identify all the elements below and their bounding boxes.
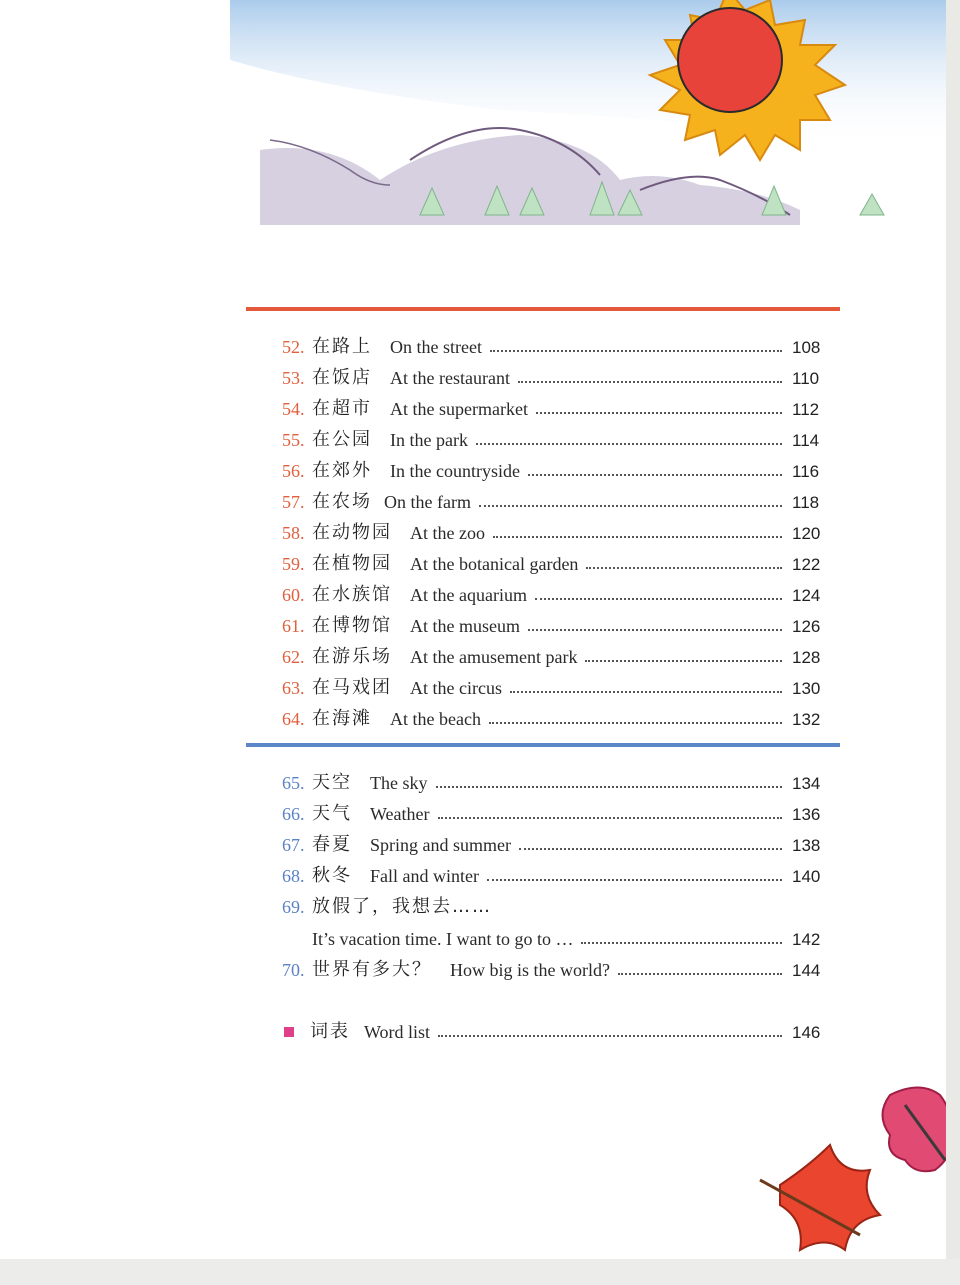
leader-dots bbox=[489, 722, 782, 724]
leader-dots bbox=[581, 942, 782, 944]
page-number: 114 bbox=[792, 431, 820, 450]
leader-dots bbox=[528, 474, 782, 476]
entry-title-cn: 在饭店 bbox=[312, 367, 372, 388]
page-number: 134 bbox=[792, 774, 821, 793]
page-number: 136 bbox=[792, 805, 821, 824]
page-number: 126 bbox=[792, 617, 821, 636]
leader-dots bbox=[436, 786, 783, 788]
entry-title-cn: 在农场 bbox=[312, 491, 372, 512]
entry-title-en: Word list bbox=[364, 1022, 431, 1042]
entry-number: 68. bbox=[282, 866, 305, 886]
entry-title-cn: 词表 bbox=[310, 1021, 350, 1042]
page-number: 110 bbox=[792, 369, 820, 388]
toc-entry[interactable] bbox=[282, 576, 822, 606]
entry-number: 66. bbox=[282, 804, 305, 824]
entry-title-en: At the beach bbox=[390, 709, 481, 729]
entry-title-cn: 在海滩 bbox=[312, 708, 372, 729]
toc-entry[interactable] bbox=[282, 857, 822, 887]
entry-number: 59. bbox=[282, 554, 305, 574]
page-number: 140 bbox=[792, 867, 821, 886]
page-number: 120 bbox=[792, 524, 821, 543]
entry-number: 64. bbox=[282, 709, 305, 729]
toc-entry[interactable] bbox=[282, 359, 822, 389]
entry-number: 54. bbox=[282, 399, 305, 419]
toc-entry-69-cn[interactable] bbox=[282, 888, 822, 918]
page-number: 124 bbox=[792, 586, 821, 605]
autumn-leaves-illustration bbox=[740, 1075, 960, 1285]
entry-number: 69. bbox=[282, 897, 305, 917]
entry-title-en: Weather bbox=[370, 804, 430, 824]
page-number: 142 bbox=[792, 930, 821, 949]
entry-title-cn: 在水族馆 bbox=[312, 584, 392, 605]
entry-title-cn: 天空 bbox=[312, 772, 352, 793]
toc-entry[interactable] bbox=[282, 951, 822, 981]
page-number: 146 bbox=[792, 1023, 821, 1042]
entry-title-en: At the supermarket bbox=[390, 399, 528, 419]
entry-title-cn: 春夏 bbox=[312, 834, 352, 855]
page-number: 112 bbox=[792, 400, 820, 419]
page-number: 116 bbox=[792, 462, 820, 481]
page-number: 128 bbox=[792, 648, 821, 667]
divider-red bbox=[246, 307, 840, 311]
entry-number: 60. bbox=[282, 585, 305, 605]
entry-title-en: Fall and winter bbox=[370, 866, 479, 886]
entry-title-en: At the amusement park bbox=[410, 647, 578, 667]
entry-title-en: On the street bbox=[390, 337, 482, 357]
leader-dots bbox=[479, 505, 782, 507]
entry-number: 55. bbox=[282, 430, 305, 450]
entry-title-en: At the circus bbox=[410, 678, 502, 698]
page-number: 108 bbox=[792, 338, 821, 357]
entry-title-cn: 在植物园 bbox=[312, 553, 392, 574]
entry-number: 56. bbox=[282, 461, 305, 481]
entry-title-cn: 在路上 bbox=[312, 336, 372, 357]
entry-title-en: How big is the world? bbox=[450, 960, 610, 980]
page-number: 118 bbox=[792, 493, 820, 512]
page-number: 132 bbox=[792, 710, 821, 729]
entry-title-cn: 在游乐场 bbox=[312, 646, 392, 667]
toc-entry[interactable] bbox=[282, 390, 822, 420]
entry-number: 52. bbox=[282, 337, 305, 357]
entry-number: 65. bbox=[282, 773, 305, 793]
entry-title-cn: 在郊外 bbox=[312, 460, 372, 481]
toc-entry[interactable] bbox=[282, 545, 822, 575]
entry-title-cn: 在超市 bbox=[312, 398, 372, 419]
divider-blue bbox=[246, 743, 840, 747]
entry-title-en: At the botanical garden bbox=[410, 554, 579, 574]
toc-entry[interactable] bbox=[282, 328, 822, 358]
toc-entry[interactable] bbox=[282, 607, 822, 637]
page-edge-bottom bbox=[0, 1259, 960, 1285]
leader-dots bbox=[487, 879, 782, 881]
leader-dots bbox=[438, 1035, 782, 1037]
page-number: 144 bbox=[792, 961, 821, 980]
entry-title-en: The sky bbox=[370, 773, 428, 793]
toc-entry[interactable] bbox=[282, 452, 822, 482]
entry-number: 63. bbox=[282, 678, 305, 698]
pink-leaf-icon bbox=[883, 1088, 952, 1172]
leader-dots bbox=[585, 660, 782, 662]
leader-dots bbox=[476, 443, 782, 445]
entry-title-en: At the restaurant bbox=[390, 368, 510, 388]
toc-entry[interactable] bbox=[282, 764, 822, 794]
leader-dots bbox=[528, 629, 782, 631]
leader-dots bbox=[519, 848, 782, 850]
page-number: 122 bbox=[792, 555, 821, 574]
leader-dots bbox=[535, 598, 782, 600]
toc-entry[interactable] bbox=[282, 826, 822, 856]
leader-dots bbox=[586, 567, 782, 569]
leader-dots bbox=[510, 691, 782, 693]
entry-number: 57. bbox=[282, 492, 305, 512]
entry-title-en: At the zoo bbox=[410, 523, 485, 543]
leader-dots bbox=[518, 381, 782, 383]
entry-title-en: In the countryside bbox=[390, 461, 520, 481]
entry-number: 70. bbox=[282, 960, 305, 980]
entry-title-en: On the farm bbox=[384, 492, 471, 512]
page-number: 130 bbox=[792, 679, 821, 698]
entry-number: 58. bbox=[282, 523, 305, 543]
leader-dots bbox=[536, 412, 782, 414]
entry-number: 61. bbox=[282, 616, 305, 636]
entry-title-cn: 在博物馆 bbox=[312, 615, 392, 636]
entry-number: 67. bbox=[282, 835, 305, 855]
red-leaf-icon bbox=[760, 1145, 880, 1250]
entry-title-en: At the aquarium bbox=[410, 585, 527, 605]
entry-number: 53. bbox=[282, 368, 305, 388]
bullet-square-icon bbox=[284, 1027, 294, 1037]
entry-number: 62. bbox=[282, 647, 305, 667]
entry-title-en: Spring and summer bbox=[370, 835, 511, 855]
toc-entry[interactable] bbox=[282, 795, 822, 825]
page-edge-right bbox=[946, 0, 960, 1285]
entry-title-cn: 在公园 bbox=[312, 429, 372, 450]
entry-title-cn: 天气 bbox=[312, 803, 352, 824]
entry-title-cn: 世界有多大？ bbox=[312, 959, 432, 980]
leader-dots bbox=[618, 973, 782, 975]
toc-entry[interactable] bbox=[282, 638, 822, 668]
toc-entry[interactable] bbox=[282, 421, 822, 451]
entry-title-en: At the museum bbox=[410, 616, 520, 636]
entry-title-cn: 秋冬 bbox=[312, 865, 352, 886]
entry-title-en: It’s vacation time. I want to go to … bbox=[312, 929, 574, 949]
entry-title-cn: 在动物园 bbox=[312, 522, 392, 543]
page-number: 138 bbox=[792, 836, 821, 855]
entry-title-cn: 放假了，我想去…… bbox=[312, 896, 492, 917]
entry-title-en: In the park bbox=[390, 430, 468, 450]
toc-entry[interactable] bbox=[282, 669, 822, 699]
toc-entry-word-list[interactable] bbox=[282, 1013, 822, 1043]
leader-dots bbox=[438, 817, 782, 819]
sky-mountains-illustration bbox=[0, 0, 960, 240]
entry-title-cn: 在马戏团 bbox=[312, 677, 392, 698]
toc-entry[interactable] bbox=[282, 514, 822, 544]
toc-entry[interactable] bbox=[282, 700, 822, 730]
toc-entry[interactable] bbox=[282, 483, 822, 513]
leader-dots bbox=[490, 350, 782, 352]
leader-dots bbox=[493, 536, 782, 538]
toc-entry-69-en[interactable] bbox=[282, 920, 822, 950]
